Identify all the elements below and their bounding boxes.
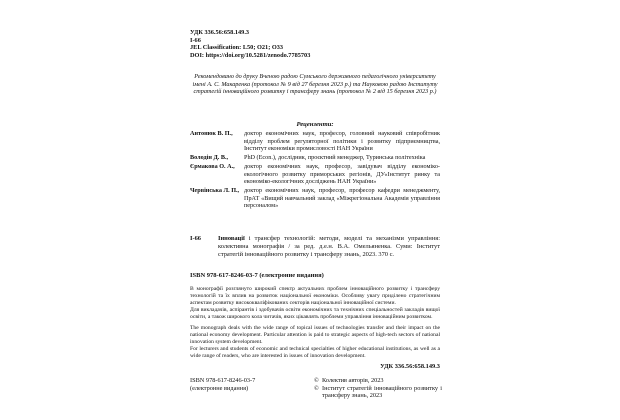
udc-code-bottom: УДК 336.56:658.149.3 (380, 363, 440, 370)
reviewer-entry (190, 187, 440, 210)
annotation-ukrainian (190, 286, 440, 321)
recommendation-note: Рекомендовано до друку Вченою радою Сумського державного педагогічного університету імені А. С. Макаренка (протокол № 9 від 27 березня 2023 р.) та Науковою радою Інституту стратегій інноваційного розвитку і трансферу знань (протокол № 2 від 15 березня 2023 р.) (192, 73, 438, 96)
footer-isbn (190, 377, 255, 392)
reviewer-details: доктор економічних наук, професор, головний науковий співробітник відділу проблем регуляторної політики і розвитку підприємництва, Інститут економіки промисловості НАН України (244, 130, 440, 152)
bibliography-code: І-66 (190, 235, 202, 242)
annotation-paragraph: For lecturers and students of economic and technical specialties of higher educational institutions, as well as a wide range of readers, who are interested in issues of innovation development. (190, 345, 440, 359)
reviewer-details: PhD (Econ.), дослідник, проєктний менеджер, Туринська політехніка (244, 154, 426, 162)
reviewers-list (190, 130, 440, 211)
bibliography-rest: і трансфер технологій: методи, моделі та механізми управління: колективна монографія / за ред. д.е.н. В.А. Омельяненка. Суми: Інститут стратегій інноваційного розвитку і трансферу знань, 2023. 370 с. (218, 235, 440, 258)
udc-code: УДК 336.56:658.149.3 (190, 29, 250, 36)
reviewer-name: Єрмакова О. А., (190, 163, 235, 171)
isbn-electronic: ISBN 978-617-8246-03-7 (електронне видання) (190, 272, 324, 279)
copyright-symbol: © (314, 384, 319, 392)
doi-link[interactable]: DOI: https://doi.org/10.5281/zenodo.7785703 (190, 51, 311, 59)
classification-code: І-66 (190, 36, 201, 44)
copyright-symbol: © (314, 377, 319, 384)
bibliographic-meta (190, 29, 310, 59)
annotation-paragraph: В монографії розглянуто широкий спектр актуальних проблем інноваційного розвитку і трансферу технологій та їх вплив на розвиток національної економіки. Особливу увагу приділено стратегічним аспектам розвитку висококваліфікованих секторів національної інноваційної системи. (190, 286, 440, 306)
footer-copyright (314, 377, 442, 400)
annotation-english (190, 325, 440, 360)
reviewer-entry (190, 163, 440, 186)
jel-classification: JEL Classification: L50; O21; O33 (190, 44, 284, 52)
reviewer-name: Володін Д. В., (190, 154, 229, 162)
edition-type: (електронне видання) (190, 384, 249, 392)
annotation-paragraph: The monograph deals with the wide range of topical issues of technologies transfer and their impact on the national economy development. Particular attention is paid to strategic aspects of high-tech sectors of national innovation system development. (190, 325, 440, 345)
reviewer-name: Антонюк В. П., (190, 130, 233, 137)
isbn-number: ISBN 978-617-8246-03-7 (190, 377, 256, 384)
reviewer-name: Червінська Л. П., (190, 187, 240, 195)
reviewer-entry (190, 130, 440, 153)
copyright-holder: Інститут стратегій інноваційного розвитку і трансферу знань, 2023 (322, 384, 442, 400)
bibliographic-description (190, 235, 440, 258)
reviewer-details: доктор економічних наук, професор, професор кафедри менеджменту, ПрАТ «Вищий навчальний заклад «Міжрегіональна Академія управління персоналом» (244, 187, 440, 210)
reviewer-entry (190, 154, 440, 162)
copyright-holder: Колектив авторів, 2023 (322, 377, 384, 384)
bibliography-text (218, 235, 440, 258)
reviewer-details: доктор економічних наук, професор, завідувач відділу економіко-екологічного розвитку приморських регіонів, ДУ«Інститут ринку та економіко-екологічних досліджень НАН України» (244, 163, 440, 186)
copyright-line (314, 385, 442, 400)
annotation-paragraph: Для викладачів, аспірантів і здобувачів освіти економічних та технічних спеціальностей закладів вищої освіти, а також широкого кола читачів, яких цікавлять проблеми управління інноваційним розвитком. (190, 306, 440, 320)
copyright-line (314, 377, 442, 385)
reviewers-heading: Рецензенти: (296, 121, 334, 128)
book-title-word: Інновації (218, 235, 245, 242)
